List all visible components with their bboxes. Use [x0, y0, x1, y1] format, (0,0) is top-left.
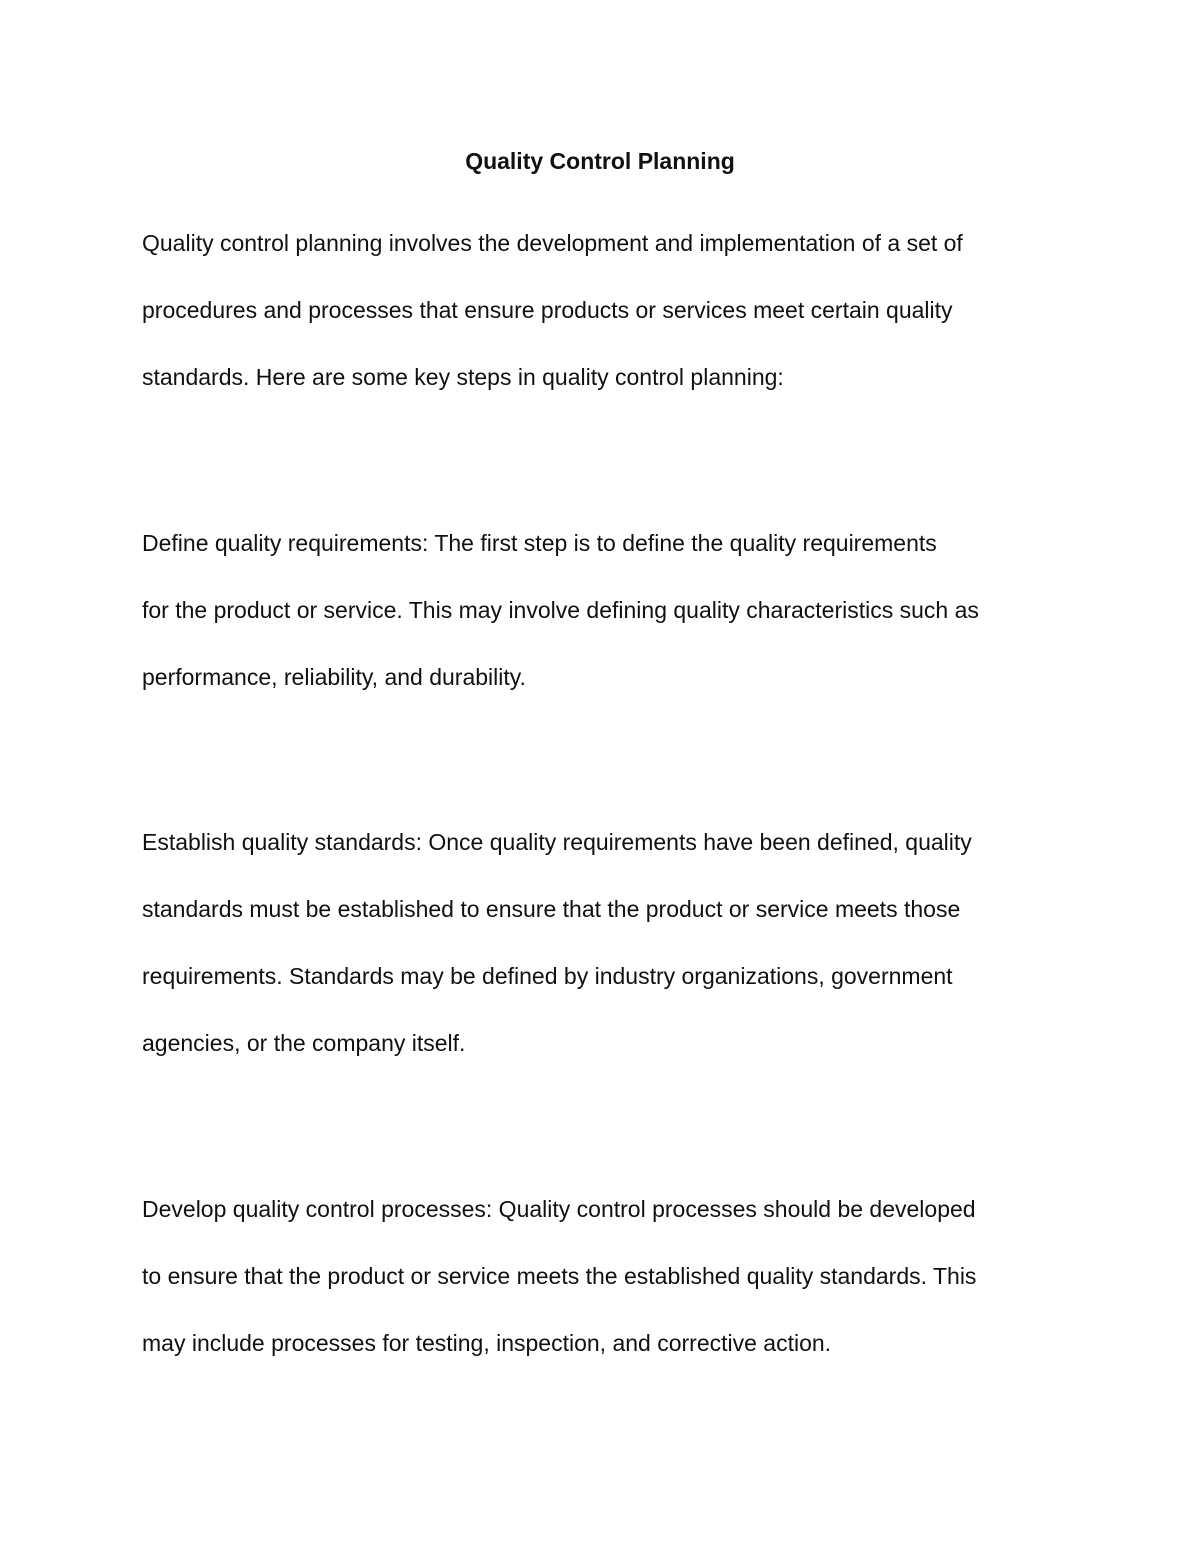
paragraph-line: requirements. Standards may be defined by industry organizations, government	[142, 963, 953, 989]
define-requirements-paragraph	[142, 510, 1062, 711]
paragraph-line: standards must be established to ensure that the product or service meets those	[142, 896, 961, 922]
paragraph-line: Develop quality control processes: Quality control processes should be developed	[142, 1196, 976, 1222]
paragraph-line: procedures and processes that ensure products or services meet certain quality	[142, 297, 953, 323]
paragraph-line: agencies, or the company itself.	[142, 1030, 466, 1056]
paragraph-line: may include processes for testing, inspection, and corrective action.	[142, 1330, 832, 1356]
intro-paragraph	[142, 210, 1062, 411]
establish-standards-paragraph	[142, 809, 1062, 1077]
develop-processes-paragraph	[142, 1176, 1062, 1377]
paragraph-line: Quality control planning involves the development and implementation of a set of	[142, 230, 963, 256]
document-title: Quality Control Planning	[465, 148, 735, 174]
paragraph-line: Define quality requirements: The first step is to define the quality requirements	[142, 530, 937, 556]
paragraph-line: to ensure that the product or service meets the established quality standards. This	[142, 1263, 977, 1289]
paragraph-line: standards. Here are some key steps in quality control planning:	[142, 364, 784, 390]
paragraph-line: performance, reliability, and durability.	[142, 664, 526, 690]
paragraph-line: for the product or service. This may involve defining quality characteristics such as	[142, 597, 979, 623]
paragraph-line: Establish quality standards: Once quality requirements have been defined, quality	[142, 829, 972, 855]
